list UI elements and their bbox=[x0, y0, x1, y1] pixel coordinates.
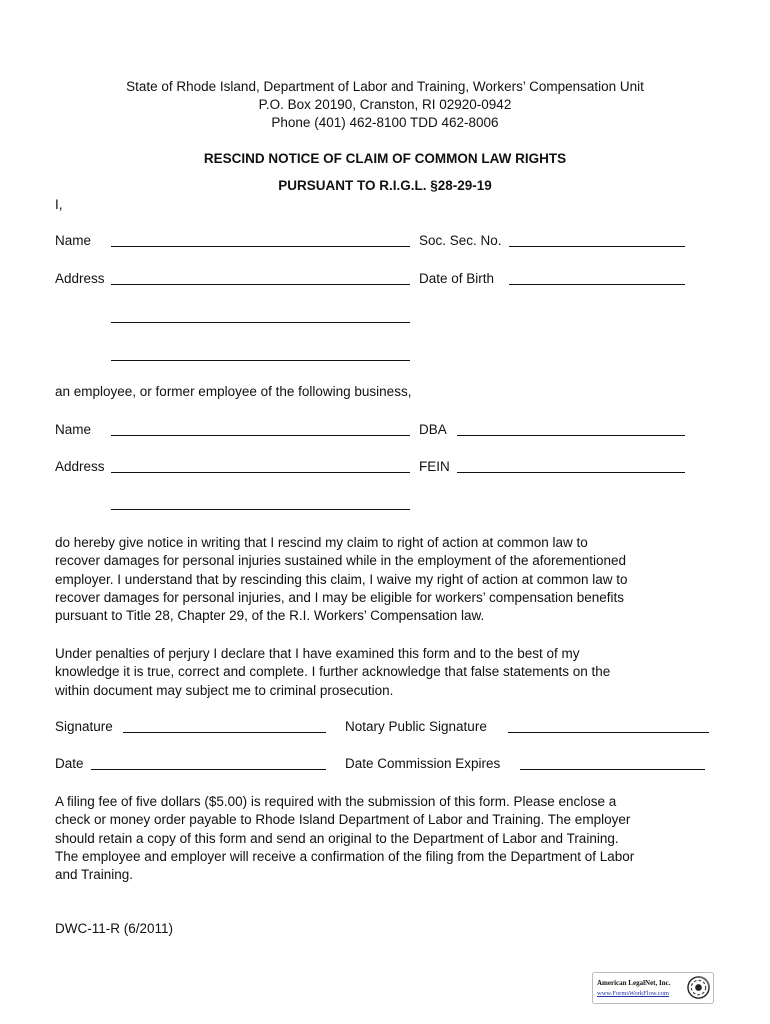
fein-field[interactable] bbox=[457, 472, 685, 473]
date-field[interactable] bbox=[91, 769, 326, 770]
fee-line: A filing fee of five dollars ($5.00) is required with the submission of this form. Please enclose a bbox=[55, 794, 617, 809]
notary-signature-label: Notary Public Signature bbox=[345, 719, 487, 734]
fee-line: and Training. bbox=[55, 867, 134, 883]
perjury-line: within document may subject me to criminal prosecution. bbox=[55, 682, 394, 698]
employee-address-field-3[interactable] bbox=[111, 360, 410, 361]
signature-label: Signature bbox=[55, 719, 113, 734]
legalnet-logo-icon bbox=[687, 976, 710, 999]
perjury-line: Under penalties of perjury I declare that I have examined this form and to the best of my bbox=[55, 646, 580, 661]
agency-line-1: State of Rhode Island, Department of Labor and Training, Workers’ Compensation Unit bbox=[126, 79, 644, 94]
form-title-line-2: PURSUANT TO R.I.G.L. §28-29-19 bbox=[278, 178, 492, 193]
employee-name-field[interactable] bbox=[111, 246, 410, 247]
fee-line: check or money order payable to Rhode Island Department of Labor and Training. The employer bbox=[55, 812, 631, 828]
notary-signature-field[interactable] bbox=[508, 732, 709, 733]
notice-line: employer. I understand that by rescinding this claim, I waive my right of action at common law to bbox=[55, 571, 628, 587]
business-address-field-1[interactable] bbox=[111, 472, 410, 473]
form-id: DWC-11-R (6/2011) bbox=[55, 921, 174, 936]
business-address-label: Address bbox=[55, 459, 105, 474]
business-address-field-2[interactable] bbox=[111, 509, 410, 510]
employee-address-field-1[interactable] bbox=[111, 284, 410, 285]
notice-line: recover damages for personal injuries, and I may be eligible for workers’ compensation benefits bbox=[55, 589, 625, 605]
commission-expires-field[interactable] bbox=[520, 769, 705, 770]
notice-paragraph bbox=[55, 534, 715, 625]
agency-address: P.O. Box 20190, Cranston, RI 02920-0942 bbox=[258, 97, 512, 112]
dob-label: Date of Birth bbox=[419, 271, 495, 286]
ssn-field[interactable] bbox=[509, 246, 685, 247]
date-label: Date bbox=[55, 756, 84, 771]
logo-company-name: American LegalNet, Inc. bbox=[597, 979, 671, 987]
form-title-line-1: RESCIND NOTICE OF CLAIM OF COMMON LAW RIGHTS bbox=[203, 151, 567, 166]
fee-line: The employee and employer will receive a confirmation of the filing from the Department of Labor bbox=[55, 848, 635, 864]
notice-line: pursuant to Title 28, Chapter 29, of the R.I. Workers’ Compensation law. bbox=[55, 608, 485, 624]
perjury-paragraph bbox=[55, 645, 715, 700]
employee-address-field-2[interactable] bbox=[111, 322, 410, 323]
commission-expires-label: Date Commission Expires bbox=[345, 756, 501, 771]
dob-field[interactable] bbox=[509, 284, 685, 285]
logo-website-link[interactable]: www.FormsWorkFlow.com bbox=[597, 990, 669, 997]
fein-label: FEIN bbox=[419, 459, 450, 474]
notice-line: do hereby give notice in writing that I rescind my claim to right of action at common law to bbox=[55, 535, 588, 550]
dba-field[interactable] bbox=[457, 435, 685, 436]
business-name-label: Name bbox=[55, 422, 92, 437]
business-intro-text: an employee, or former employee of the following business, bbox=[55, 384, 412, 399]
agency-phone: Phone (401) 462-8100 TDD 462-8006 bbox=[271, 115, 499, 130]
ssn-label: Soc. Sec. No. bbox=[419, 233, 502, 248]
intro-text: I, bbox=[55, 197, 63, 212]
american-legalnet-logo[interactable] bbox=[592, 972, 714, 1004]
fee-line: should retain a copy of this form and send an original to the Department of Labor and Training. bbox=[55, 830, 619, 846]
perjury-line: knowledge it is true, correct and complete. I further acknowledge that false statements on the bbox=[55, 664, 611, 680]
notice-line: recover damages for personal injuries sustained while in the employment of the aforementioned bbox=[55, 553, 627, 569]
dba-label: DBA bbox=[419, 422, 447, 437]
signature-field[interactable] bbox=[123, 732, 326, 733]
business-name-field[interactable] bbox=[111, 435, 410, 436]
employee-name-label: Name bbox=[55, 233, 92, 248]
employee-address-label: Address bbox=[55, 271, 105, 286]
fee-paragraph bbox=[55, 793, 715, 884]
